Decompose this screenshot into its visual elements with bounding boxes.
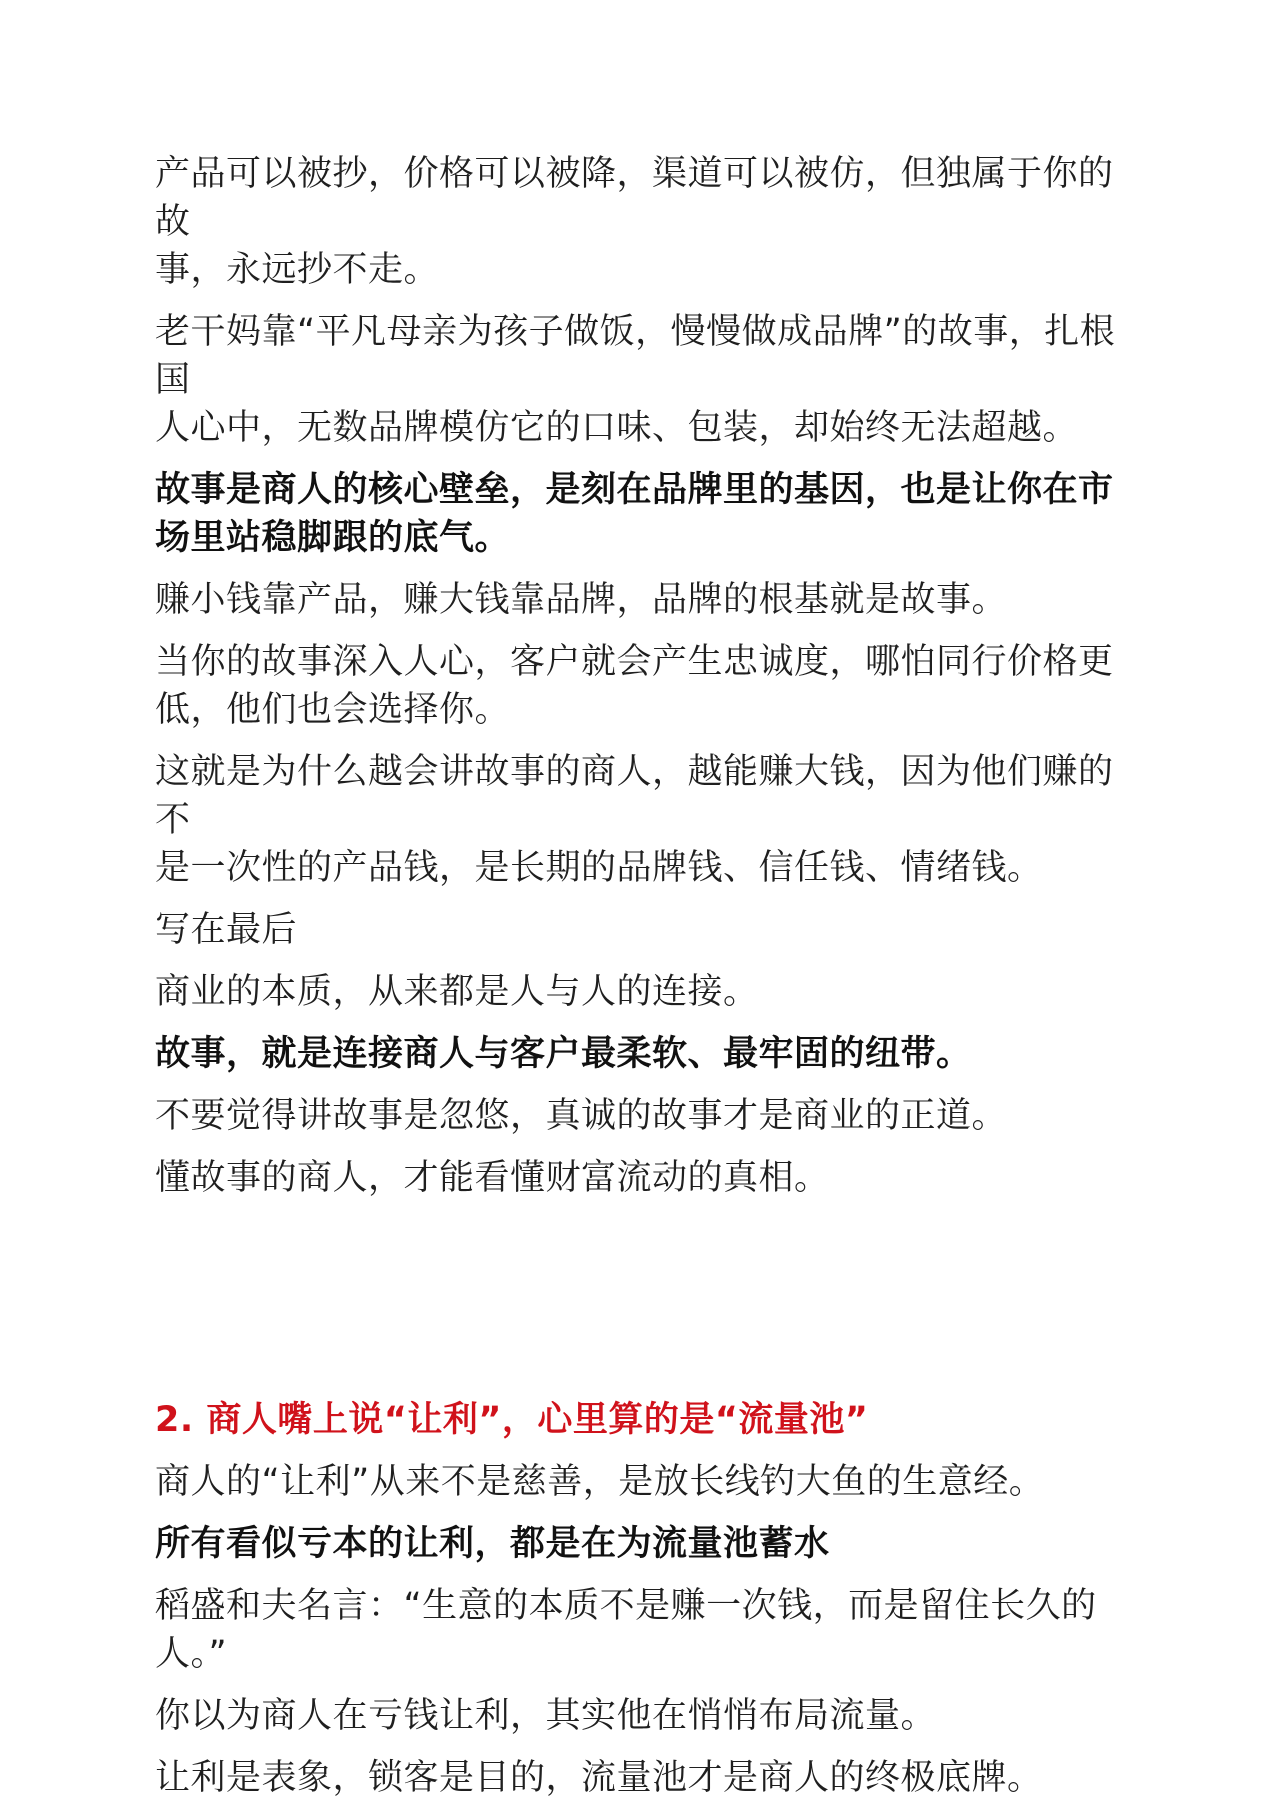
bold-paragraph: 所有看似亏本的让利，都是在为流量池蓄水 (155, 1524, 830, 1564)
paragraph: 商人的“让利”从来不是慈善，是放长线钓大鱼的生意经。 (155, 1462, 1045, 1502)
paragraph: 这就是为什么越会讲故事的商人，越能赚大钱，因为他们赚的不 是一次性的产品钱，是长期的品牌钱、信任钱、情绪钱。 (155, 752, 1114, 888)
paragraph: 产品可以被抄，价格可以被降，渠道可以被仿，但独属于你的故 事，永远抄不走。 (155, 154, 1114, 290)
section-story (155, 150, 1130, 1202)
subheading-closing: 写在最后 (155, 910, 298, 950)
bold-paragraph: 故事，就是连接商人与客户最柔软、最牢固的纽带。 (155, 1034, 972, 1074)
paragraph: 不要觉得讲故事是忽悠，真诚的故事才是商业的正道。 (155, 1096, 1008, 1136)
bold-paragraph: 故事是商人的核心壁垒，是刻在品牌里的基因，也是让你在市 场里站稳脚跟的底气。 (155, 470, 1114, 558)
paragraph: 商业的本质，从来都是人与人的连接。 (155, 972, 759, 1012)
section-profit-sharing (155, 1396, 1130, 1802)
paragraph: 赚小钱靠产品，赚大钱靠品牌，品牌的根基就是故事。 (155, 580, 1008, 620)
article-body (155, 150, 1130, 1816)
paragraph: 让利是表象，锁客是目的，流量池才是商人的终极底牌。 (155, 1758, 1043, 1798)
paragraph: 懂故事的商人，才能看懂财富流动的真相。 (155, 1158, 830, 1198)
paragraph: 你以为商人在亏钱让利，其实他在悄悄布局流量。 (155, 1696, 937, 1736)
paragraph: 老干妈靠“平凡母亲为孩子做饭，慢慢做成品牌”的故事，扎根国 人心中，无数品牌模仿它的口味、包装，却始终无法超越。 (155, 312, 1116, 448)
paragraph: 当你的故事深入人心，客户就会产生忠诚度，哪怕同行价格更 低，他们也会选择你。 (155, 642, 1114, 730)
section-heading: 2. 商人嘴上说“让利”，心里算的是“流量池” (155, 1400, 869, 1440)
section-spacer (155, 1216, 1130, 1396)
quote-paragraph: 稻盛和夫名言：“生意的本质不是赚一次钱，而是留住长久的 人。” (155, 1586, 1097, 1674)
